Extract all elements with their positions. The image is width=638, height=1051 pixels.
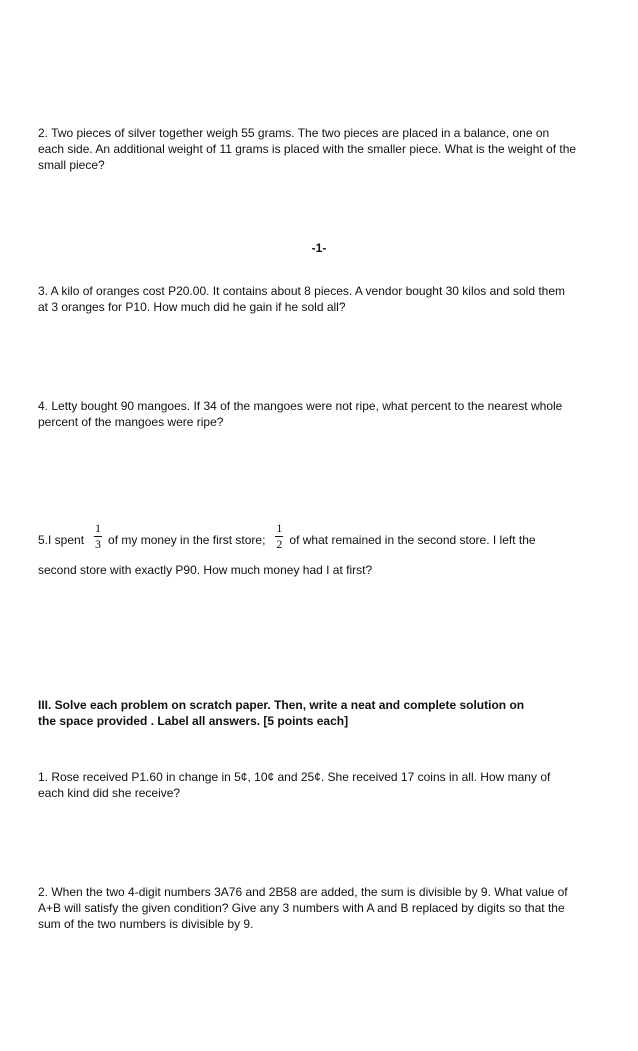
problem-text-line: A+B will satisfy the given condition? Give any 3 numbers with A and B replaced by digits so that the (38, 901, 565, 915)
section-3-heading (38, 697, 603, 729)
problem-text-line: 1. Rose received P1.60 in change in 5¢, 10¢ and 25¢. She received 17 coins in all. How many of (38, 770, 551, 784)
problem-text-line: at 3 oranges for P10. How much did he gain if he sold all? (38, 300, 346, 314)
problem-5-line-1 (38, 521, 603, 554)
problem-5-text-a: 5.I spent (38, 533, 85, 547)
fraction-one-third (94, 523, 102, 550)
problem-text-line: 2. When the two 4-digit numbers 3A76 and 2B58 are added, the sum is divisible by 9. What value of (38, 885, 568, 899)
problem-5-text-b: of my money in the first store; (108, 533, 266, 547)
section-3-problem-2 (38, 884, 603, 932)
problem-text-line: sum of the two numbers is divisible by 9. (38, 917, 254, 931)
problem-4-mangoes (38, 398, 603, 430)
heading-line: III. Solve each problem on scratch paper. Then, write a neat and complete solution on (38, 698, 525, 712)
problem-5-money (38, 521, 603, 578)
heading-line: the space provided . Label all answers. [5 points each] (38, 714, 349, 728)
problem-text-line: 2. Two pieces of silver together weigh 55 grams. The two pieces are placed in a balance, one on (38, 126, 550, 140)
fraction-numerator: 1 (276, 521, 283, 536)
problem-text-line: percent of the mangoes were ripe? (38, 415, 224, 429)
problem-text-line: 3. A kilo of oranges cost P20.00. It contains about 8 pieces. A vendor bought 30 kilos and sold them (38, 284, 566, 298)
problem-3-oranges (38, 283, 603, 315)
problem-text-line: small piece? (38, 158, 105, 172)
fraction-one-half (275, 523, 283, 550)
problem-5-text-c: of what remained in the second store. I left the (289, 533, 536, 547)
problem-text-line: each side. An additional weight of 11 grams is placed with the smaller piece. What is the weight of the (38, 142, 577, 156)
section-3-problem-1 (38, 769, 603, 801)
fraction-denominator: 2 (276, 537, 283, 552)
page-number: -1- (311, 241, 327, 255)
problem-2-silver (38, 125, 603, 173)
problem-text-line: each kind did she receive? (38, 786, 181, 800)
problem-text-line: second store with exactly P90. How much money had I at first? (38, 563, 373, 577)
fraction-numerator: 1 (95, 521, 102, 536)
problem-text-line: 4. Letty bought 90 mangoes. If 34 of the mangoes were not ripe, what percent to the nearest whole (38, 399, 563, 413)
fraction-denominator: 3 (95, 537, 102, 552)
